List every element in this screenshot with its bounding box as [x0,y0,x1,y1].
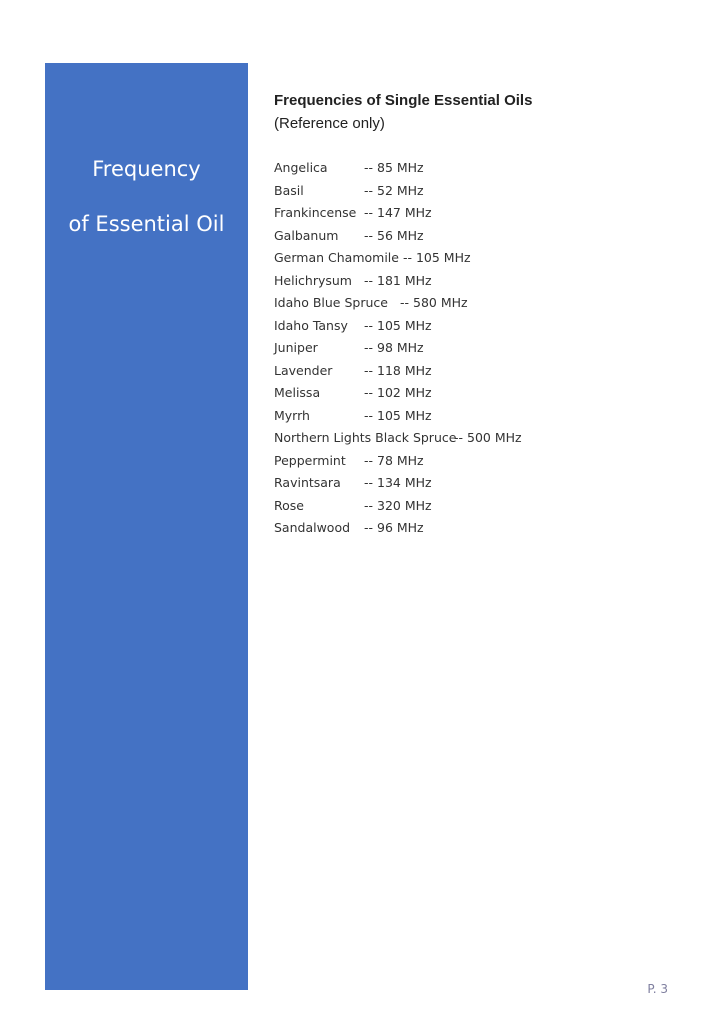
oil-name: Melissa [274,385,321,400]
oil-frequency: -- 320 MHz [364,497,432,513]
oil-name: Sandalwood [274,520,351,535]
oil-name: Angelica [274,160,328,175]
oil-name: Idaho Blue Spruce [274,295,388,310]
oil-frequency: -- 98 MHz [364,340,424,355]
page-number: P. 3 [647,982,668,996]
list-item [274,315,522,338]
oil-frequency: -- 118 MHz [364,362,432,378]
oil-name: Myrrh [274,407,310,423]
oil-frequency: -- 105 MHz [402,250,471,265]
page-subtitle: (Reference only) [274,115,385,132]
oil-frequency: -- 105 MHz [364,317,432,333]
list-item [274,157,522,180]
list-item [274,450,522,473]
oil-frequency: -- 102 MHz [364,385,432,400]
list-item [274,360,522,383]
oil-frequency: -- 500 MHz [454,430,522,445]
oil-frequency: -- 52 MHz [364,182,424,198]
list-item [274,292,522,315]
list-item [274,247,522,270]
oil-name: Basil [274,182,304,198]
list-item [274,517,522,540]
oil-name: German Chamomile [274,250,399,265]
oil-frequency: -- 134 MHz [364,475,432,490]
page-title: Frequencies of Single Essential Oils [274,92,533,109]
list-item [274,337,522,360]
list-item [274,270,522,293]
list-item [274,495,522,518]
oil-name: Galbanum [274,227,339,243]
list-item [274,427,522,450]
oil-name: Northern Lights Black Spruce [274,430,457,445]
oil-name: Frankincense [274,205,357,220]
oil-name: Peppermint [274,452,346,468]
oil-frequency: -- 56 MHz [364,227,424,243]
oil-frequency-list [274,157,522,540]
oil-name: Lavender [274,362,333,378]
list-item [274,472,522,495]
oil-frequency: -- 147 MHz [364,205,432,220]
list-item [274,382,522,405]
oil-frequency: -- 105 MHz [364,407,432,423]
list-item [274,405,522,428]
oil-frequency: -- 96 MHz [364,520,424,535]
oil-name: Idaho Tansy [274,317,348,333]
list-item [274,225,522,248]
list-item [274,180,522,203]
oil-frequency: -- 181 MHz [364,272,432,288]
sidebar-title-line2: of Essential Oil [68,212,225,236]
oil-frequency: -- 580 MHz [400,295,468,310]
oil-frequency: -- 85 MHz [364,160,424,175]
oil-name: Juniper [274,340,318,355]
oil-name: Rose [274,497,304,513]
sidebar-title-line1: Frequency [92,157,201,181]
oil-name: Helichrysum [274,272,352,288]
oil-frequency: -- 78 MHz [364,452,424,468]
oil-name: Ravintsara [274,475,341,490]
sidebar-panel [45,63,248,990]
list-item [274,202,522,225]
